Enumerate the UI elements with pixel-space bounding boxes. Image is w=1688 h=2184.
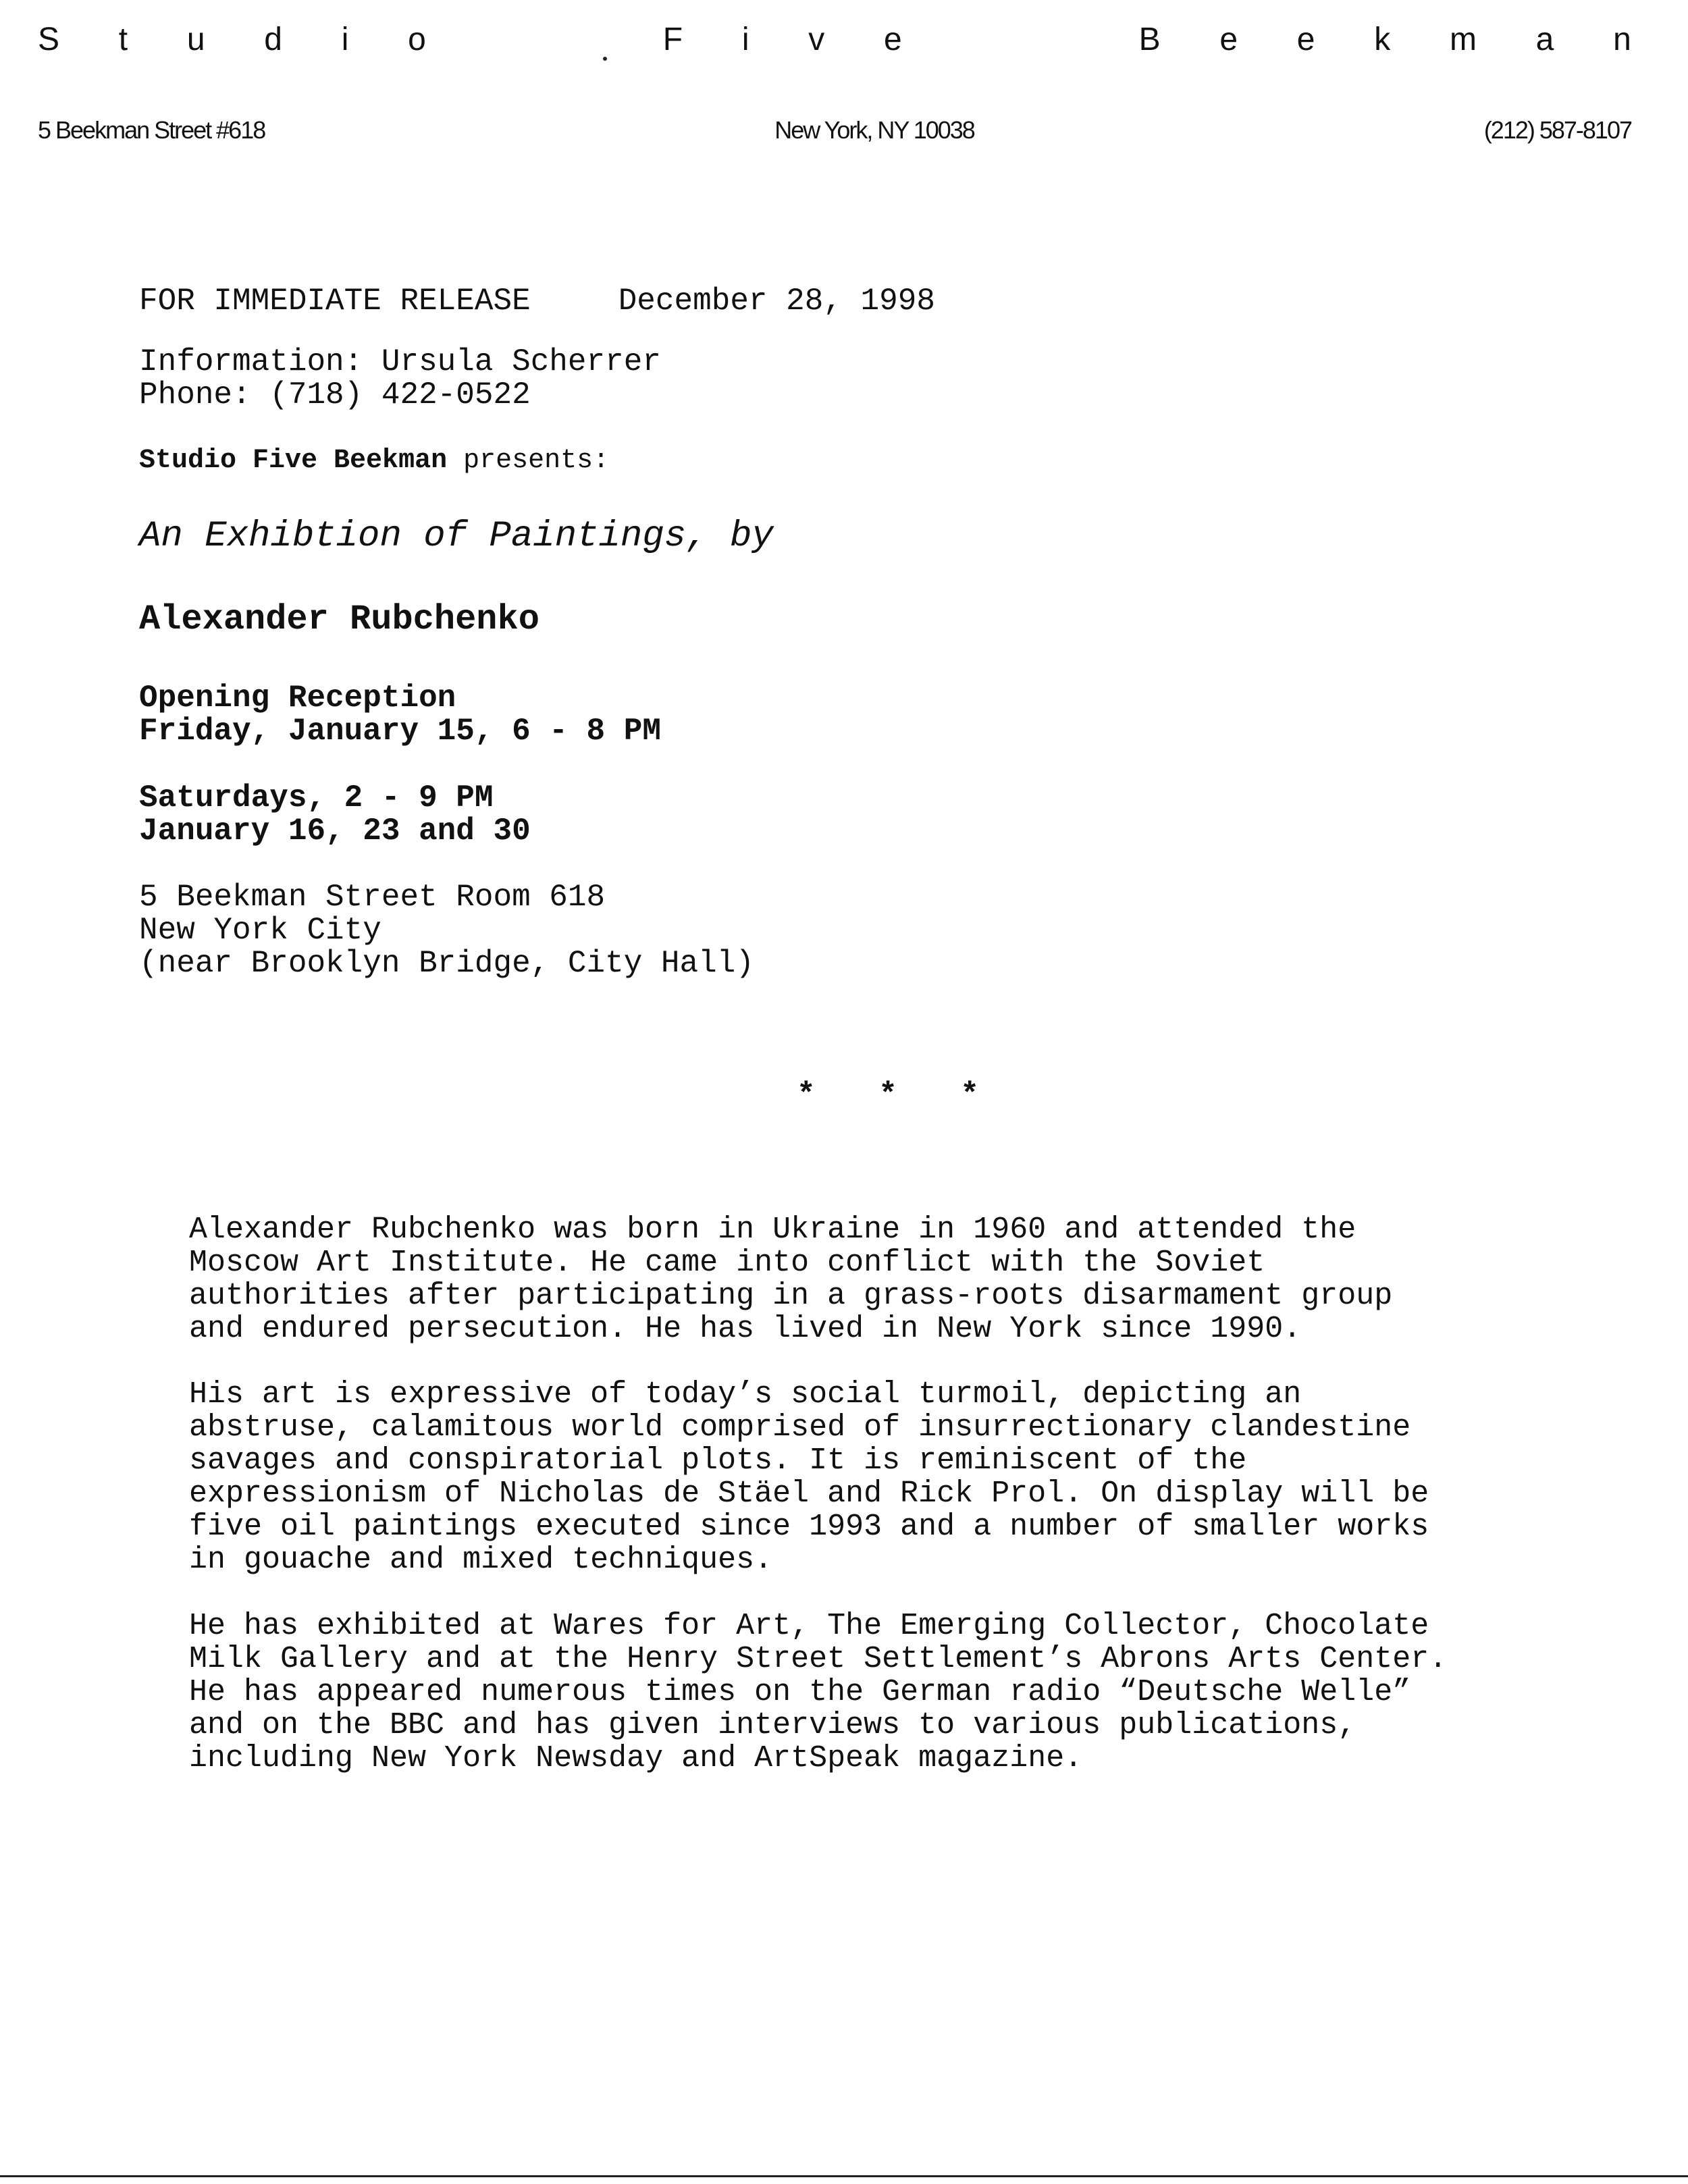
presents-text: presents: — [447, 446, 610, 476]
paragraph-line: savages and conspiratorial plots. It is reminiscent of the — [189, 1443, 1247, 1478]
venue-address — [139, 881, 754, 980]
opening-label: Opening Reception — [139, 681, 456, 716]
saturday-hours — [139, 782, 531, 848]
separator-star: * — [878, 1077, 897, 1113]
contact-info — [139, 346, 661, 412]
paragraph-line: Milk Gallery and at the Henry Street Settlement’s Abrons Arts Center. — [189, 1642, 1448, 1676]
paragraph-line: abstruse, calamitous world comprised of insurrectionary clandestine — [189, 1410, 1411, 1445]
letterhead-letter: a — [1535, 21, 1554, 57]
letterhead-name — [38, 19, 1631, 59]
paragraph-line: He has exhibited at Wares for Art, The Emerging Collector, Chocolate — [189, 1609, 1429, 1643]
paragraph-line: His art is expressive of today’s social turmoil, depicting an — [189, 1377, 1302, 1412]
paragraph-line: and on the BBC and has given interviews to various publications, — [189, 1708, 1356, 1742]
letterhead-letter: i — [341, 21, 349, 57]
release-date: December 28, 1998 — [618, 284, 935, 319]
release-label: FOR IMMEDIATE RELEASE — [139, 284, 531, 319]
venue-city: New York City — [139, 913, 381, 948]
letterhead-letter: u — [186, 21, 205, 57]
paragraph-biography — [189, 1213, 1392, 1346]
bottom-edge-line — [0, 2175, 1688, 2177]
saturday-dates: January 16, 23 and 30 — [139, 814, 531, 849]
venue-landmark: (near Brooklyn Bridge, City Hall) — [139, 946, 754, 981]
paragraph-line: He has appeared numerous times on the German radio “Deutsche Welle” — [189, 1675, 1411, 1709]
paragraph-line: authorities after participating in a grass-roots disarmament group — [189, 1279, 1393, 1313]
letterhead-letter: e — [1296, 21, 1315, 57]
paragraph-exhibitions — [189, 1609, 1447, 1775]
opening-reception — [139, 682, 661, 748]
saturday-time: Saturdays, 2 - 9 PM — [139, 780, 494, 816]
separator-star: * — [797, 1077, 816, 1113]
section-separator — [797, 1077, 979, 1113]
paragraph-line: Moscow Art Institute. He came into conflict with the Soviet — [189, 1246, 1265, 1280]
presenter-name: Studio Five Beekman — [139, 446, 448, 476]
letterhead-city: New York, NY 10038 — [774, 116, 974, 144]
letterhead-letter: e — [1219, 21, 1238, 57]
letterhead-letter: t — [118, 21, 128, 57]
paragraph-line: and endured persecution. He has lived in New York since 1990. — [189, 1312, 1302, 1346]
paragraph-line: five oil paintings executed since 1993 and a number of smaller works — [189, 1510, 1429, 1544]
separator-star: * — [960, 1077, 979, 1113]
paragraph-line: in gouache and mixed techniques. — [189, 1543, 773, 1577]
presents-line — [139, 444, 609, 477]
letterhead-letter: n — [1613, 21, 1631, 57]
letterhead-letter: F — [662, 21, 683, 57]
letterhead-phone: (212) 587-8107 — [1483, 116, 1631, 144]
stray-mark — [603, 57, 607, 61]
letterhead-contact — [38, 116, 1631, 144]
letterhead-letter: i — [741, 21, 749, 57]
letterhead-letter: S — [38, 21, 60, 57]
artist-name: Alexander Rubchenko — [139, 600, 539, 639]
contact-information: Information: Ursula Scherrer — [139, 344, 661, 379]
paragraph-line: including New York Newsday and ArtSpeak magazine. — [189, 1741, 1083, 1776]
letterhead-letter: d — [264, 21, 282, 57]
letterhead-street: 5 Beekman Street #618 — [38, 116, 265, 144]
paragraph-line: expressionism of Nicholas de Stäel and Rick Prol. On display will be — [189, 1476, 1429, 1511]
paragraph-line: Alexander Rubchenko was born in Ukraine in 1960 and attended the — [189, 1213, 1356, 1247]
letterhead-letter: B — [1138, 21, 1161, 57]
release-header — [139, 285, 935, 318]
contact-phone: Phone: (718) 422-0522 — [139, 377, 531, 412]
letterhead-letter: v — [808, 21, 825, 57]
letterhead-letter: m — [1449, 21, 1477, 57]
exhibition-title: An Exhibtion of Paintings, by — [139, 516, 774, 557]
opening-datetime: Friday, January 15, 6 - 8 PM — [139, 714, 661, 749]
letterhead-letter: k — [1374, 21, 1391, 57]
letterhead-letter: o — [408, 21, 426, 57]
paragraph-art-description — [189, 1378, 1429, 1576]
venue-street: 5 Beekman Street Room 618 — [139, 880, 606, 915]
letterhead-letter: e — [883, 21, 902, 57]
